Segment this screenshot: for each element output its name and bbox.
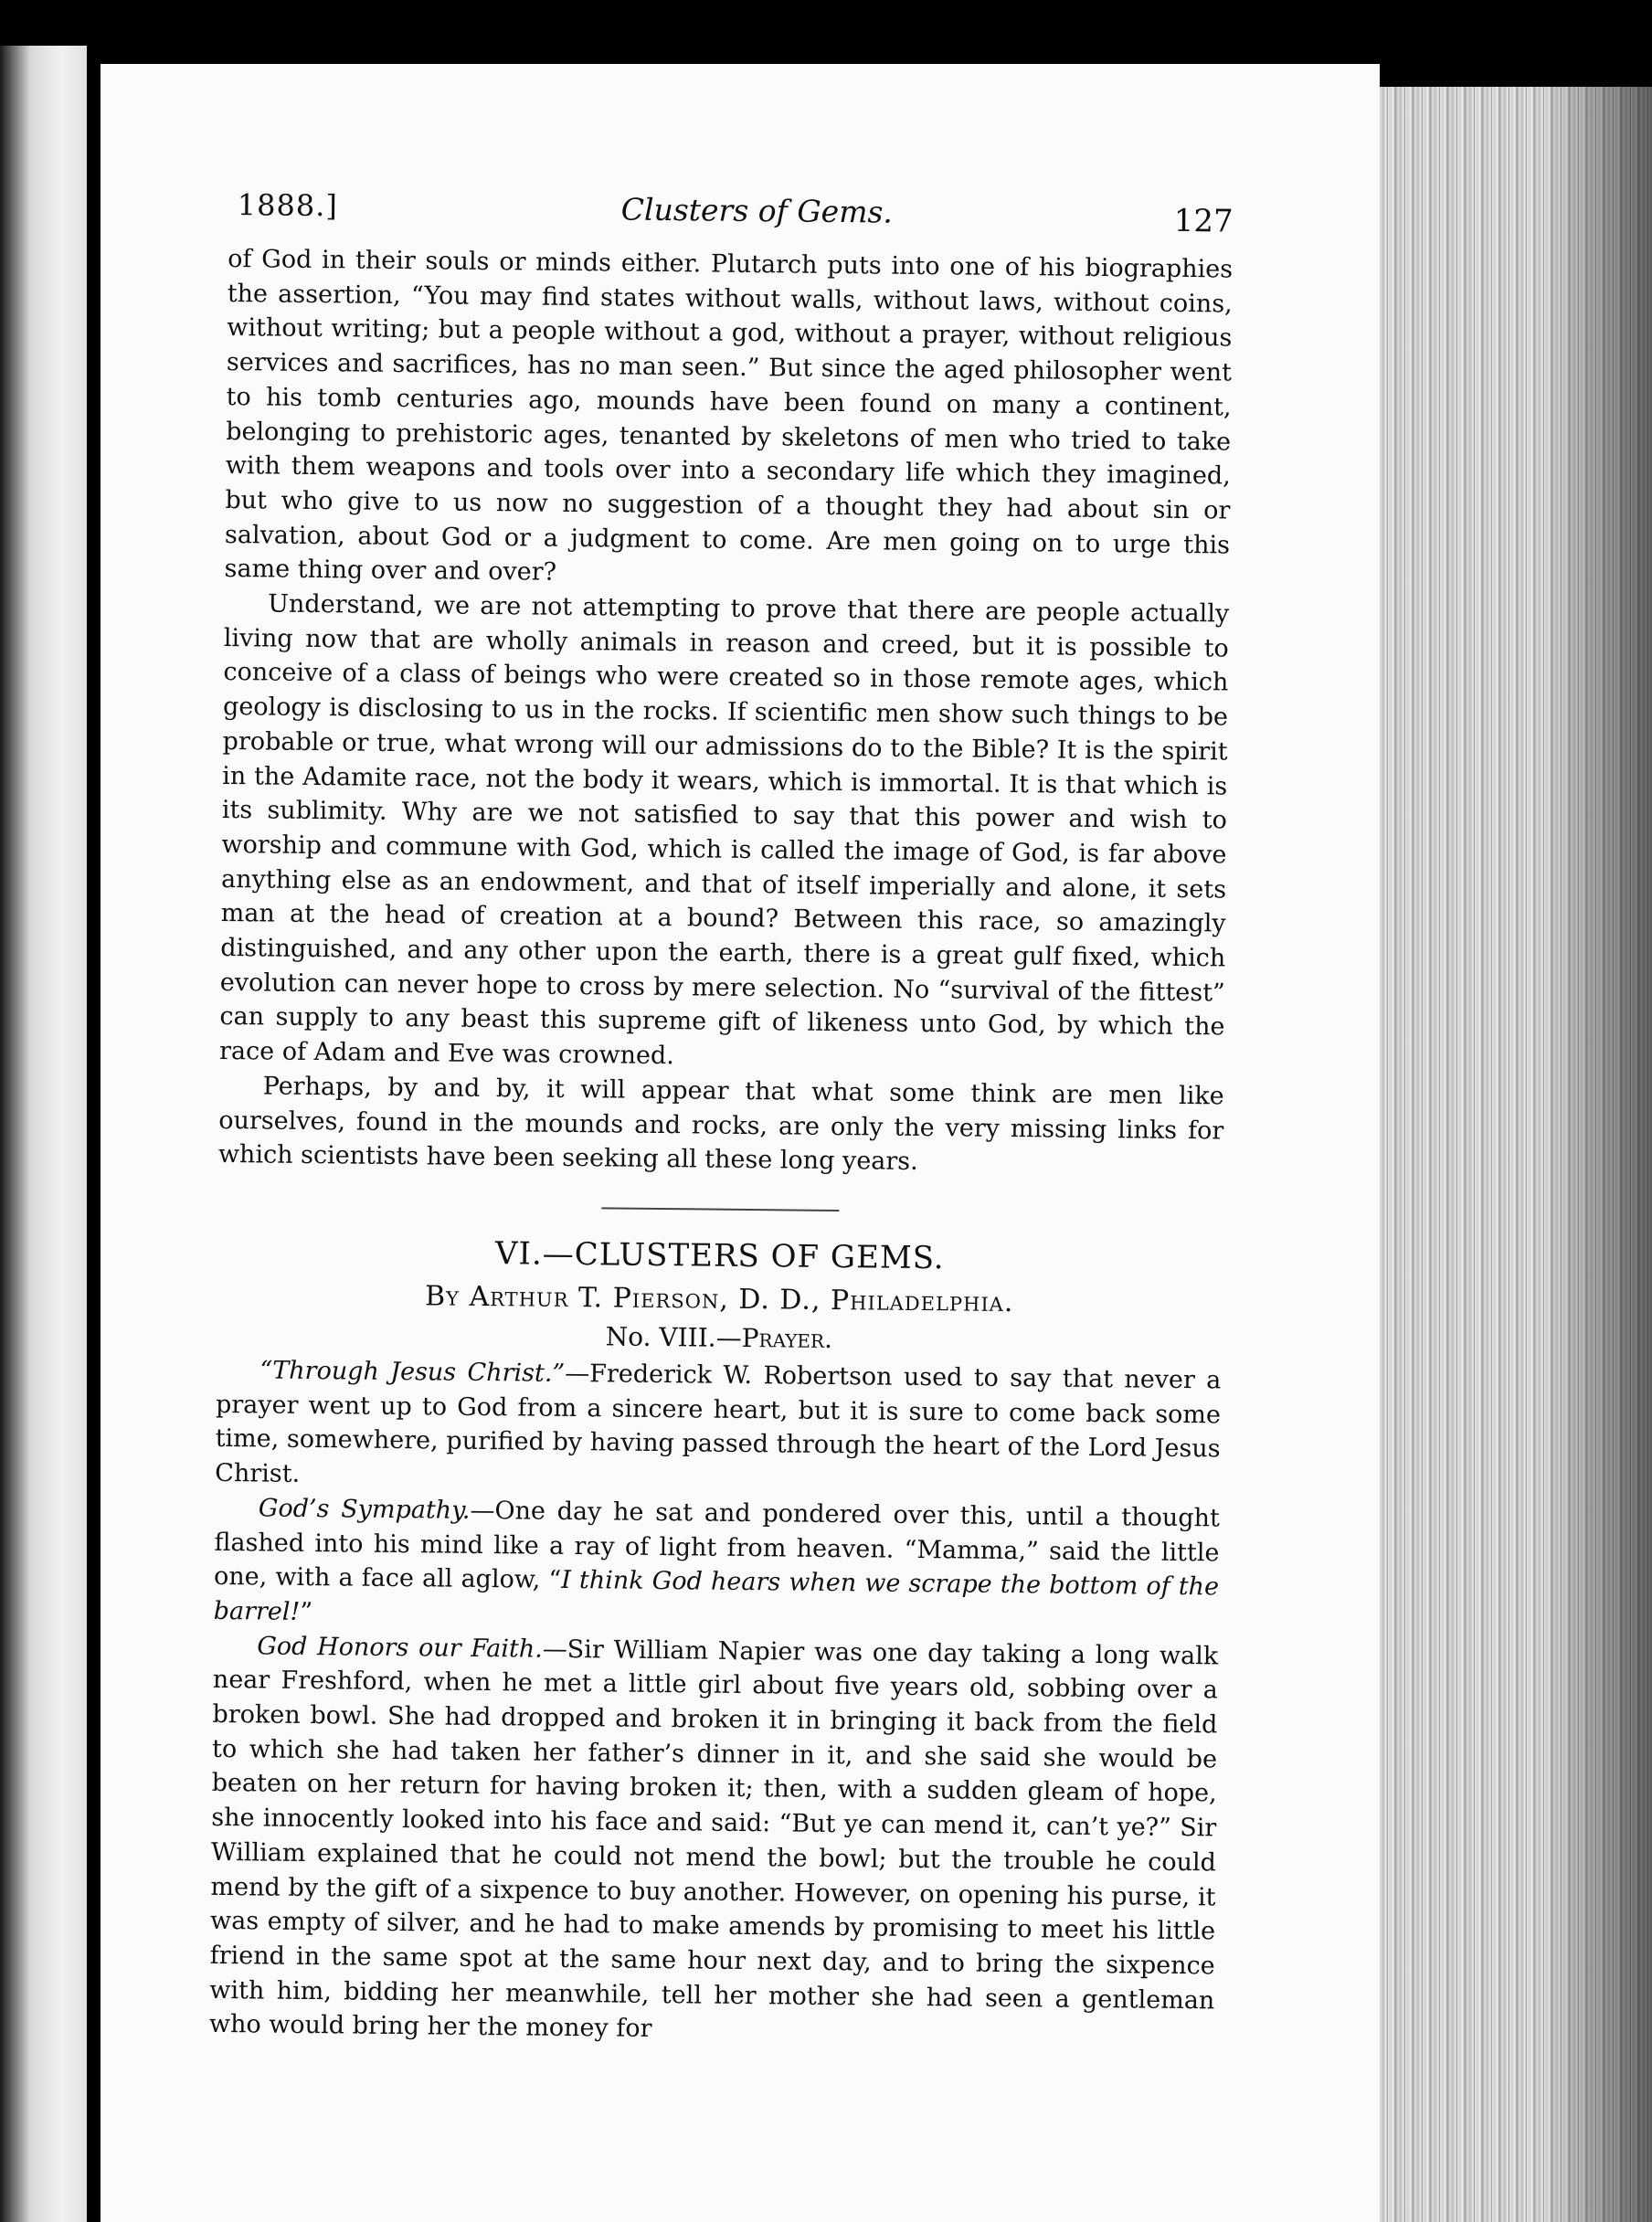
paragraph-god-honors-our-faith	[209, 1629, 1219, 2053]
paragraph-tail: ”	[300, 1597, 313, 1626]
paragraph-text: —Frederick W. Robertson used to say that never a prayer went up to God from a sincere heart, but it is sure to come back some time, somewhere, purified by having passed through the heart of the Lord Jesus Christ.	[215, 1359, 1222, 1488]
section-divider	[601, 1207, 839, 1212]
section-title: VI.—CLUSTERS OF GEMS.	[494, 1235, 945, 1277]
paragraph-through-jesus-christ	[215, 1353, 1222, 1501]
paragraph-gods-sympathy	[213, 1491, 1220, 1639]
page-stack-edge	[1371, 87, 1652, 2222]
text-block	[209, 187, 1234, 2052]
paragraph-lead: God Honors our Faith.	[257, 1632, 543, 1664]
paragraph-lead: “Through Jesus Christ.”	[259, 1356, 566, 1388]
section-byline: By Arthur T. Pierson, D. D., Philadelphia.	[424, 1280, 1014, 1319]
left-page-edge	[0, 46, 87, 2222]
section-number: No. VIII.—	[605, 1321, 742, 1353]
section-topic: Prayer.	[741, 1322, 833, 1354]
paragraph-lead: God’s Sympathy.	[258, 1494, 471, 1525]
running-head-year: 1888.]	[237, 187, 339, 224]
paragraph-text: —Sir William Napier was one day taking a long walk near Freshford, when he met a little girl about five years old, sobbing over a broken bowl. She had dropped and broken it in bringing it back from the field to which she had taken her father’s dinner in it, and she said she would be beaten on her return for having broken it; then, with a sudden gleam of hope, she innocently looked into his face and said: “But ye can mend it, can’t ye?” Sir William explained that he could not mend the bowl; but the trouble he could mend by the gift of a sixpence to buy another. However, on opening his purse, it was empty of silver, and he had to make amends by promising to meet his little friend in the same spot at the same hour next day, and to bring the sixpence with him, bidding her meanwhile, tell her mother she had seen a gentleman who would bring her the money for	[208, 1635, 1219, 2044]
page-number: 127	[1173, 202, 1234, 240]
paragraph-text: —One day he sat and pondered over this, until a thought flashed into his mind like a ray of light from heaven. “Mamma,” said the little one, with a face all aglow, “	[213, 1496, 1220, 1595]
paragraph-quote: I think God hears when we scrape the bottom of the barrel!	[213, 1566, 1220, 1626]
paragraph-plutarch: of God in their souls or minds either. Plutarch puts into one of his biographies the assertion, “You may find states without walls, without laws, without coins, without writing; but a people without a god, without a prayer, without religious services and sacrifices, has no man seen.” But since the aged philosopher went to his tomb centuries ago, mounds have been found on many a continent, belonging to prehistoric ages, tenanted by skeletons of men who tried to take with them weapons and tools over into a secondary life which they imagined, but who give to us now no suggestion of a thought they had about sin or salvation, about God or a judgment to come. Are men going on to urge this same thing over and over?	[224, 244, 1234, 587]
paragraph-perhaps: Perhaps, by and by, it will appear that what some think are men like ourselves, found in the mounds and rocks, are only the very missing links for which scientists have been seeking all these long years.	[217, 1072, 1224, 1177]
running-head	[228, 187, 1234, 253]
section-subtitle	[217, 1317, 1222, 1359]
running-head-title: Clusters of Gems.	[620, 191, 894, 230]
paragraph-understand: Understand, we are not attempting to prove that there are people actually living now that are wholly animals in reason and creed, but it is possible to conceive of a class of beings who were created so in those remote ages, which geology is disclosing to us in the rocks. If scientific men show such things to be probable or true, what wrong will our admissions do to the Bible? It is the spirit in the Adamite race, not the body it wears, which is immortal. It is that which is its sublimity. Why are we not satisfied to say that this power and wish to worship and commune with God, which is called the image of God, is far above anything else as an endowment, and that of itself imperially and alone, it sets man at the head of creation at a bound? Between this race, so amazingly distinguished, and any other upon the earth, there is a great gulf fixed, which evolution can never hope to cross by mere selection. No “survival of the fittest” can supply to any beast this supreme gift of likeness unto God, by which the race of Adam and Eve was crowned.	[218, 589, 1230, 1071]
